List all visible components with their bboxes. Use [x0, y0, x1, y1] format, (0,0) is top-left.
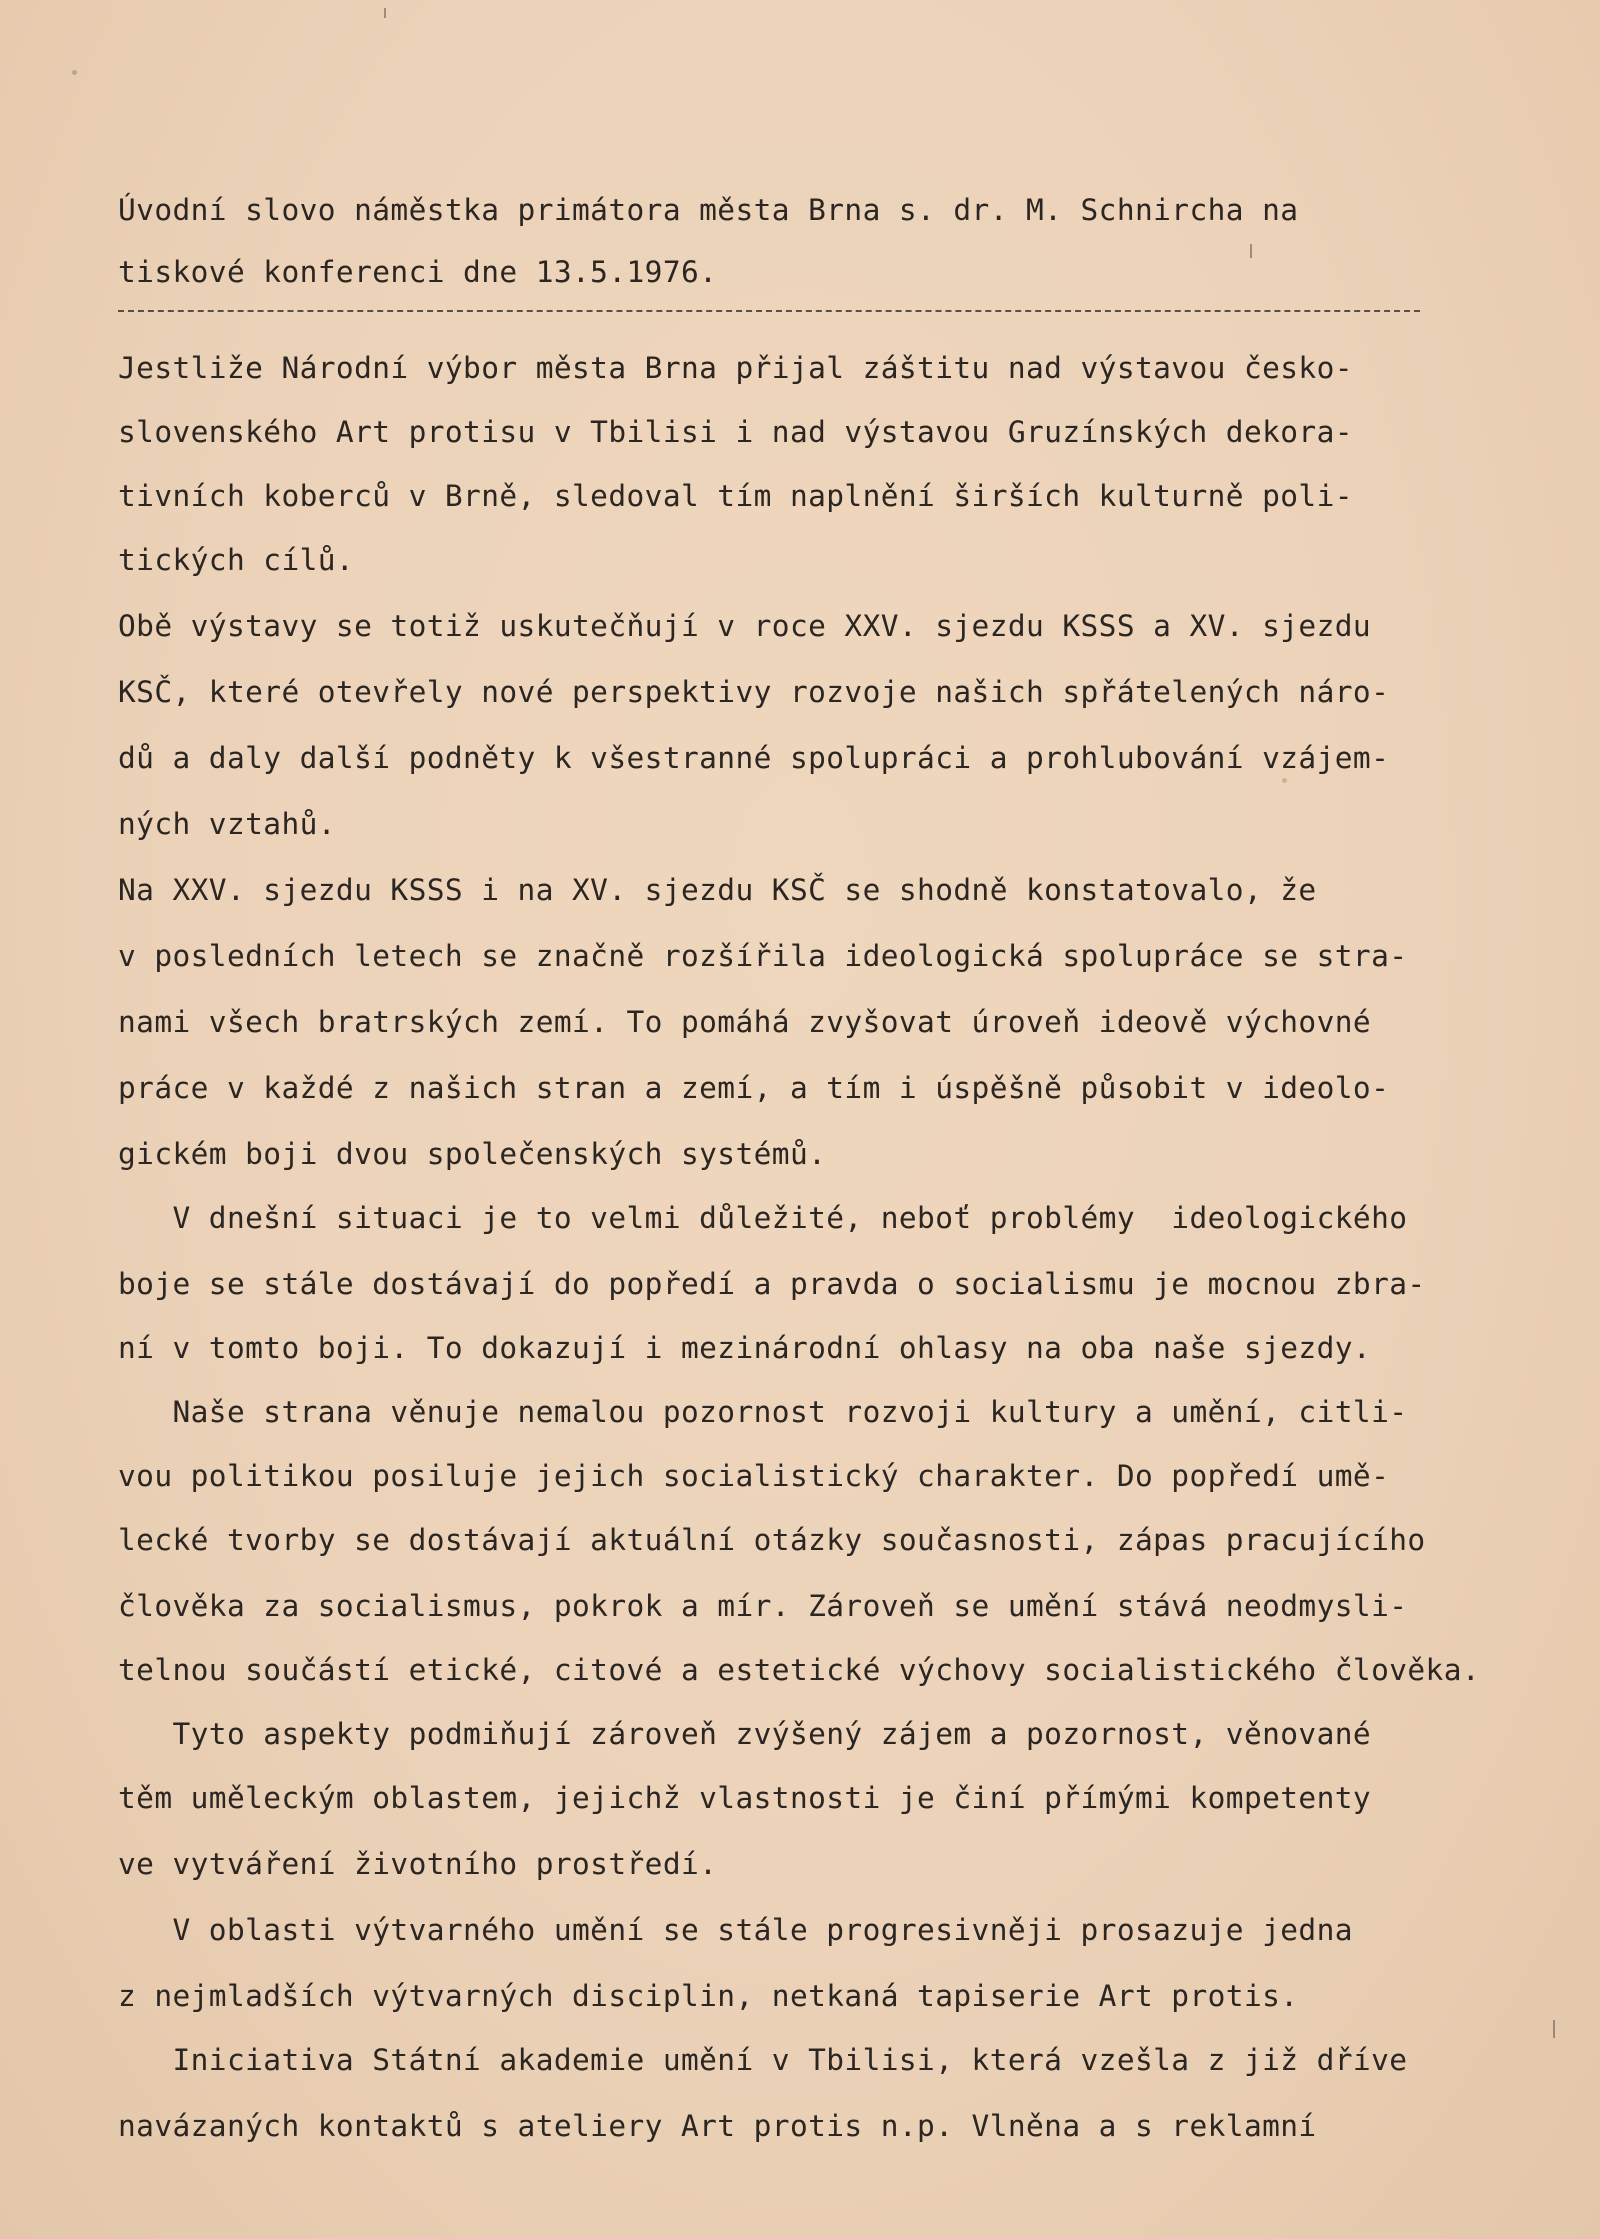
body-line: ných vztahů. — [118, 807, 336, 841]
paper-speck — [384, 8, 386, 18]
body-line: člověka za socialismus, pokrok a mír. Zároveň se umění stává neodmysli- — [118, 1589, 1408, 1623]
body-line: tických cílů. — [118, 543, 355, 577]
heading-divider — [118, 310, 1420, 312]
body-line: ní v tomto boji. To dokazují i mezinárodní ohlasy na oba naše sjezdy. — [118, 1331, 1372, 1365]
body-line: těm uměleckým oblastem, jejichž vlastnosti je činí přímými kompetenty — [118, 1781, 1372, 1815]
body-line: KSČ, které otevřely nové perspektivy rozvoje našich spřátelených náro- — [118, 675, 1390, 709]
body-line: Na XXV. sjezdu KSSS i na XV. sjezdu KSČ se shodně konstatovalo, že — [118, 873, 1317, 907]
body-line: V oblasti výtvarného umění se stále progresivněji prosazuje jedna — [118, 1913, 1353, 1947]
body-line: navázaných kontaktů s ateliery Art protis n.p. Vlněna a s reklamní — [118, 2109, 1317, 2143]
body-line: v posledních letech se značně rozšířila ideologická spolupráce se stra- — [118, 939, 1408, 973]
body-line: práce v každé z našich stran a zemí, a tím i úspěšně působit v ideolo- — [118, 1071, 1390, 1105]
body-line: gickém boji dvou společenských systémů. — [118, 1137, 827, 1171]
body-line: boje se stále dostávají do popředí a pravda o socialismu je mocnou zbra- — [118, 1267, 1426, 1301]
body-line: z nejmladších výtvarných disciplin, netkaná tapiserie Art protis. — [118, 1979, 1299, 2013]
body-line: Naše strana věnuje nemalou pozornost rozvoji kultury a umění, citli- — [118, 1395, 1408, 1429]
body-line: Obě výstavy se totiž uskutečňují v roce XXV. sjezdu KSSS a XV. sjezdu — [118, 609, 1372, 643]
heading-line-1: Úvodní slovo náměstka primátora města Brna s. dr. M. Schnircha na — [118, 193, 1299, 227]
body-line: nami všech bratrských zemí. To pomáhá zvyšovat úroveň ideově výchovné — [118, 1005, 1372, 1039]
body-line: V dnešní situaci je to velmi důležité, neboť problémy ideologického — [118, 1201, 1408, 1235]
body-line: vou politikou posiluje jejich socialistický charakter. Do popředí umě- — [118, 1459, 1390, 1493]
heading-line-2: tiskové konferenci dne 13.5.1976. — [118, 255, 718, 289]
paper-speck — [1282, 778, 1287, 783]
paper-speck — [1553, 2020, 1555, 2038]
body-line: ve vytváření životního prostředí. — [118, 1847, 718, 1881]
paper-speck — [1250, 244, 1252, 258]
body-line: Tyto aspekty podmiňují zároveň zvýšený zájem a pozornost, věnované — [118, 1717, 1372, 1751]
body-line: lecké tvorby se dostávají aktuální otázky současnosti, zápas pracujícího — [118, 1523, 1426, 1557]
body-line: dů a daly další podněty k všestranné spolupráci a prohlubování vzájem- — [118, 741, 1390, 775]
paper-speck — [72, 70, 77, 75]
body-line: tivních koberců v Brně, sledoval tím naplnění širších kulturně poli- — [118, 479, 1353, 513]
body-line: Jestliže Národní výbor města Brna přijal záštitu nad výstavou česko- — [118, 351, 1353, 385]
body-line: telnou součástí etické, citové a estetické výchovy socialistického člověka. — [118, 1653, 1481, 1687]
body-line: Iniciativa Státní akademie umění v Tbilisi, která vzešla z již dříve — [118, 2043, 1408, 2077]
body-line: slovenského Art protisu v Tbilisi i nad výstavou Gruzínských dekora- — [118, 415, 1353, 449]
